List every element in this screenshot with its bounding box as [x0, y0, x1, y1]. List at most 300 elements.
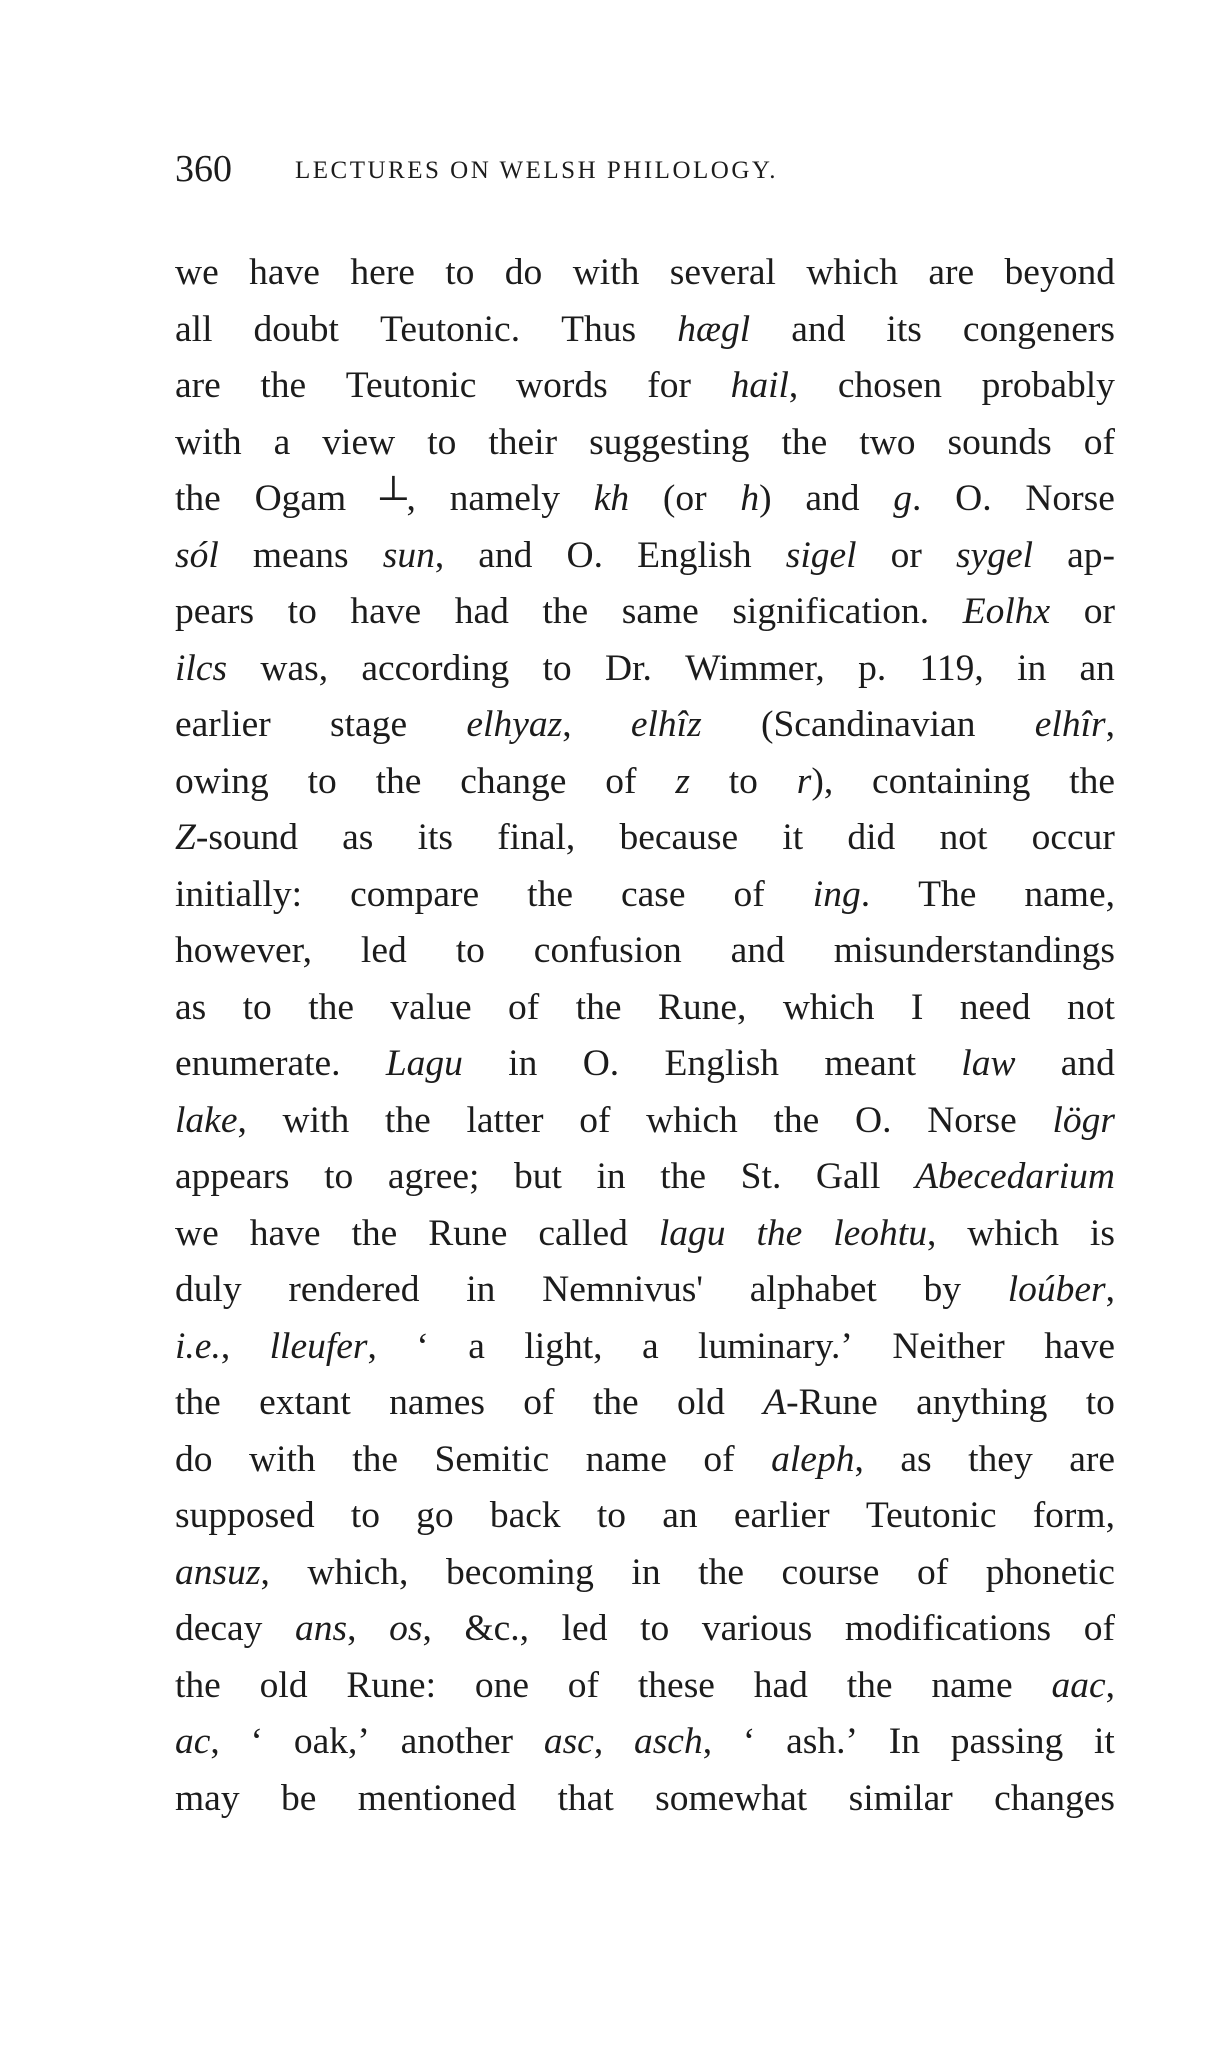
- italic-text: ansuz: [175, 1551, 261, 1593]
- word: [1084, 415, 1115, 472]
- roman-text: which: [806, 252, 898, 293]
- word: [956, 528, 1033, 585]
- roman-text: the: [542, 591, 589, 632]
- roman-text: and: [478, 534, 533, 576]
- word: [621, 867, 686, 924]
- word: [658, 980, 747, 1037]
- word: [464, 1601, 529, 1658]
- roman-text: however,: [175, 930, 312, 971]
- word: [931, 1658, 1012, 1715]
- word: [274, 415, 291, 472]
- word: [703, 1432, 734, 1489]
- word: [1084, 584, 1115, 641]
- word: [847, 810, 895, 867]
- text-line: [175, 1036, 1115, 1093]
- roman-text: confusion: [533, 930, 682, 971]
- italic-text: hail: [730, 365, 789, 406]
- roman-text: Norse: [927, 1099, 1017, 1141]
- roman-text: to: [242, 986, 272, 1028]
- word: [389, 1601, 432, 1658]
- roman-text: ‘: [742, 1721, 756, 1762]
- roman-text: here: [350, 252, 415, 293]
- roman-text: in: [508, 1043, 538, 1084]
- roman-text: because: [619, 817, 739, 858]
- word: [542, 584, 588, 641]
- text-line: [175, 810, 1115, 867]
- word: [380, 471, 416, 528]
- word: [1008, 1262, 1115, 1319]
- roman-text: its: [886, 308, 922, 350]
- word: [886, 302, 921, 359]
- word: [288, 1262, 419, 1319]
- word: [597, 1149, 626, 1206]
- word: [386, 1036, 463, 1093]
- word: [845, 1601, 1051, 1658]
- text-line: [175, 1714, 1115, 1771]
- roman-text: somewhat: [655, 1777, 808, 1819]
- roman-text: the: [1069, 760, 1115, 802]
- roman-text: which: [782, 986, 875, 1028]
- roman-text: of: [579, 1099, 611, 1141]
- word: [308, 980, 354, 1037]
- roman-text: ,: [1105, 704, 1115, 745]
- roman-text: two: [859, 421, 916, 463]
- word: [330, 697, 407, 754]
- roman-text: stage: [330, 704, 408, 745]
- word: [960, 980, 1031, 1037]
- roman-text: of: [605, 760, 637, 802]
- word: [849, 1771, 953, 1828]
- word: [1052, 1093, 1115, 1150]
- word: [389, 1375, 485, 1432]
- roman-text: not: [939, 817, 988, 858]
- roman-text: do: [504, 252, 543, 293]
- roman-text: St.: [740, 1156, 782, 1197]
- roman-text: ,: [210, 1721, 220, 1762]
- word: [446, 1545, 594, 1602]
- roman-text: means: [252, 534, 349, 576]
- word: [951, 1714, 1064, 1771]
- roman-text: sounds: [947, 421, 1052, 463]
- roman-text: the: [698, 1551, 744, 1593]
- roman-text: the: [175, 1664, 221, 1706]
- word: [1084, 1601, 1115, 1658]
- word: [475, 1658, 529, 1715]
- word: [561, 302, 636, 359]
- roman-text: duly: [175, 1269, 242, 1310]
- word: [497, 810, 575, 867]
- roman-text: initially:: [175, 873, 303, 915]
- roman-text: Teutonic: [345, 365, 477, 406]
- italic-text: the: [756, 1212, 803, 1254]
- word: [920, 641, 984, 698]
- word: [175, 1149, 290, 1206]
- word: [756, 1206, 802, 1263]
- word: [781, 415, 827, 472]
- roman-text: ,: [347, 1608, 357, 1649]
- word: [677, 302, 750, 359]
- word: [175, 302, 212, 359]
- word: [986, 1545, 1115, 1602]
- word: [761, 697, 976, 754]
- roman-text: phonetic: [985, 1551, 1115, 1593]
- word: [928, 245, 974, 302]
- word: [576, 980, 622, 1037]
- word: [428, 1206, 507, 1263]
- word: [490, 1488, 561, 1545]
- roman-text: several: [669, 252, 776, 293]
- italic-text: lagu: [658, 1212, 726, 1254]
- word: [350, 584, 421, 641]
- word: [698, 1319, 853, 1376]
- word: [594, 471, 629, 528]
- word: [637, 528, 752, 585]
- word: [731, 923, 785, 980]
- word: [664, 1036, 779, 1093]
- word: [948, 415, 1052, 472]
- roman-text: of: [1083, 421, 1115, 463]
- roman-text: but: [514, 1156, 562, 1197]
- roman-text: we: [175, 252, 219, 293]
- roman-text: to: [427, 421, 457, 463]
- word: [740, 471, 771, 528]
- word: [342, 810, 373, 867]
- roman-text: an: [662, 1495, 698, 1536]
- word: [175, 1432, 213, 1489]
- roman-text: &c.,: [464, 1608, 530, 1649]
- word: [350, 245, 415, 302]
- word: [638, 1658, 715, 1715]
- word: [955, 471, 991, 528]
- word: [568, 1658, 599, 1715]
- word: [324, 1149, 353, 1206]
- roman-text: occur: [1031, 817, 1115, 858]
- roman-text: alphabet: [749, 1269, 877, 1310]
- text-line: [175, 1262, 1115, 1319]
- roman-text: meant: [824, 1043, 916, 1084]
- word: [1005, 245, 1115, 302]
- roman-text: called: [538, 1212, 628, 1254]
- word: [249, 1432, 316, 1489]
- roman-text: the: [175, 1382, 221, 1423]
- word: [260, 358, 306, 415]
- roman-text: (Scandinavian: [760, 704, 976, 745]
- roman-text: an: [1079, 647, 1115, 689]
- roman-text: they: [968, 1438, 1033, 1480]
- word: [1017, 641, 1046, 698]
- italic-text: Abecedarium: [915, 1156, 1115, 1197]
- word: [543, 641, 572, 698]
- roman-text: which,: [307, 1551, 409, 1593]
- word: [858, 641, 886, 698]
- word: [900, 1432, 931, 1489]
- word: [175, 1545, 270, 1602]
- italic-text: asc: [543, 1721, 594, 1762]
- italic-text: Lagu: [385, 1043, 463, 1084]
- roman-text: probably: [981, 365, 1115, 406]
- text-line: [175, 302, 1115, 359]
- word: [253, 528, 349, 585]
- word: [567, 528, 603, 585]
- roman-text: ,: [367, 1325, 377, 1367]
- roman-text: -Rune: [786, 1382, 878, 1423]
- roman-text: have: [249, 252, 320, 293]
- roman-text: with: [175, 421, 242, 463]
- roman-text: are: [1069, 1438, 1115, 1480]
- italic-text: hægl: [677, 308, 751, 350]
- word: [249, 245, 320, 302]
- roman-text: light,: [524, 1325, 603, 1367]
- word: [175, 415, 242, 472]
- word: [1090, 1206, 1115, 1263]
- word: [782, 810, 803, 867]
- roman-text: need: [959, 986, 1031, 1028]
- roman-text: to: [1085, 1382, 1115, 1423]
- word: [1067, 980, 1115, 1037]
- roman-text: Nemnivus': [542, 1269, 704, 1310]
- roman-text: their: [488, 421, 558, 463]
- word: [963, 584, 1050, 641]
- word: [361, 641, 509, 698]
- roman-text: back: [489, 1495, 561, 1536]
- word: [1069, 1432, 1115, 1489]
- word: [646, 1093, 738, 1150]
- word: [488, 415, 557, 472]
- word: [416, 1319, 429, 1376]
- roman-text: signification.: [732, 591, 930, 632]
- word: [833, 1206, 936, 1263]
- word: [892, 1319, 1004, 1376]
- text-line: [175, 1432, 1115, 1489]
- italic-text: sun: [382, 534, 435, 576]
- roman-text: Teutonic.: [380, 308, 521, 350]
- roman-text: to: [542, 647, 572, 689]
- roman-text: in: [631, 1551, 661, 1593]
- roman-text: was,: [260, 647, 329, 689]
- roman-text: the: [351, 1212, 398, 1254]
- roman-text: Teutonic: [865, 1495, 997, 1536]
- word: [351, 1488, 380, 1545]
- word: [698, 1545, 744, 1602]
- word: [923, 1262, 961, 1319]
- roman-text: ,: [593, 1721, 604, 1762]
- word: [505, 245, 543, 302]
- word: [361, 923, 407, 980]
- text-line: [175, 1601, 1115, 1658]
- roman-text: to: [596, 1495, 627, 1536]
- word: [1061, 1036, 1115, 1093]
- roman-text: oak,’: [293, 1721, 370, 1762]
- roman-text: the: [308, 986, 355, 1028]
- roman-text: a: [273, 421, 291, 463]
- word: [351, 1206, 397, 1263]
- word: [175, 528, 219, 585]
- roman-text: Neither: [892, 1325, 1005, 1367]
- word: [940, 810, 988, 867]
- roman-text: anything: [916, 1382, 1048, 1423]
- word: [542, 1262, 703, 1319]
- roman-text: have: [350, 591, 422, 632]
- roman-text: extant: [259, 1382, 351, 1423]
- word: [640, 1601, 669, 1658]
- roman-text: in: [466, 1269, 496, 1310]
- word: [456, 923, 485, 980]
- roman-text: latter: [466, 1099, 544, 1141]
- word: [834, 923, 1115, 980]
- text-line: [175, 867, 1115, 924]
- roman-text: another: [400, 1721, 514, 1762]
- italic-text: law: [961, 1043, 1016, 1084]
- italic-text: loúber: [1007, 1269, 1106, 1310]
- word: [586, 1432, 667, 1489]
- word: [597, 1488, 626, 1545]
- italic-text: Z: [175, 817, 196, 858]
- word: [791, 302, 845, 359]
- word: [250, 1206, 321, 1263]
- word: [968, 1432, 1033, 1489]
- word: [175, 1093, 247, 1150]
- word: [527, 867, 573, 924]
- roman-text: Thus: [561, 308, 637, 350]
- roman-text: to: [445, 252, 475, 293]
- roman-text: (or: [662, 478, 707, 519]
- word: [390, 980, 471, 1037]
- roman-text: had: [753, 1664, 808, 1706]
- roman-text: it: [782, 817, 804, 858]
- roman-text: luminary.’: [698, 1325, 853, 1367]
- roman-text: in: [1017, 647, 1047, 689]
- roman-text: ,: [220, 1325, 231, 1367]
- roman-text: to: [287, 591, 317, 632]
- roman-text: may: [175, 1777, 240, 1819]
- word: [961, 1036, 1015, 1093]
- word: [859, 415, 915, 472]
- roman-text: be: [280, 1777, 317, 1819]
- word: [816, 1149, 881, 1206]
- word: [743, 1714, 756, 1771]
- roman-text: rendered: [288, 1269, 420, 1310]
- word: [401, 1714, 513, 1771]
- roman-text: final,: [497, 817, 576, 858]
- word: [782, 1545, 880, 1602]
- roman-text: Dr.: [604, 647, 652, 689]
- roman-text: ,: [434, 534, 445, 576]
- word: [1032, 810, 1115, 867]
- roman-text: case: [621, 873, 686, 915]
- roman-text: ): [759, 478, 772, 519]
- word: [786, 1714, 858, 1771]
- roman-text: course: [781, 1551, 880, 1593]
- roman-text: the: [773, 1099, 820, 1141]
- word: [1044, 1319, 1115, 1376]
- italic-text: ilcs: [175, 647, 228, 689]
- word: [376, 754, 422, 811]
- roman-text: ,: [237, 1099, 247, 1141]
- roman-text: old: [259, 1664, 308, 1706]
- roman-text: to: [350, 1495, 380, 1536]
- roman-text: are: [175, 365, 221, 406]
- word: [754, 1658, 808, 1715]
- roman-text: to: [307, 760, 337, 802]
- italic-text: os: [389, 1608, 423, 1649]
- word: [855, 1093, 891, 1150]
- word: [750, 1262, 877, 1319]
- italic-text: g: [893, 478, 912, 519]
- word: [702, 1601, 812, 1658]
- word: [508, 980, 539, 1037]
- word: [573, 245, 640, 302]
- word: [307, 1545, 408, 1602]
- roman-text: had: [454, 591, 509, 632]
- word: [538, 1206, 628, 1263]
- roman-text: Ogam: [254, 478, 347, 519]
- word: [534, 923, 682, 980]
- roman-text: a: [641, 1325, 659, 1367]
- word: [175, 584, 254, 641]
- word: [660, 1149, 706, 1206]
- roman-text: doubt: [253, 308, 339, 350]
- word: [175, 1036, 341, 1093]
- word: [175, 923, 312, 980]
- roman-text: Rune,: [657, 986, 747, 1028]
- roman-text: the: [260, 365, 307, 406]
- roman-text: ‘: [416, 1325, 429, 1367]
- word: [916, 1375, 1047, 1432]
- roman-text: compare: [350, 873, 480, 915]
- text-line: [175, 641, 1115, 698]
- roman-text: which: [646, 1099, 738, 1141]
- word: [450, 471, 560, 528]
- running-title: LECTURES ON WELSH PHILOLOGY.: [295, 157, 778, 184]
- text-line: [175, 584, 1115, 641]
- roman-text: for: [647, 365, 691, 406]
- italic-text: leohtu: [833, 1212, 927, 1254]
- word: [466, 1093, 543, 1150]
- page-header: [175, 146, 1115, 192]
- word: [350, 867, 479, 924]
- roman-text: the: [592, 1382, 639, 1423]
- roman-text: ,: [422, 1608, 432, 1649]
- italic-text: sól: [175, 534, 219, 576]
- word: [677, 1375, 725, 1432]
- word: [1069, 754, 1115, 811]
- word: [260, 641, 328, 698]
- body-text: [175, 245, 1115, 1827]
- word: [516, 358, 608, 415]
- word: [322, 415, 395, 472]
- word: [175, 1319, 230, 1376]
- roman-text: 119,: [919, 647, 984, 689]
- word: [662, 1488, 697, 1545]
- word: [685, 641, 825, 698]
- word: [175, 1658, 221, 1715]
- roman-text: with: [249, 1438, 316, 1480]
- roman-text: similar: [848, 1777, 953, 1819]
- word: [741, 1149, 782, 1206]
- roman-text: beyond: [1004, 252, 1115, 293]
- roman-text: ap-: [1067, 534, 1115, 576]
- roman-text: Semitic: [434, 1438, 550, 1480]
- word: [294, 1714, 370, 1771]
- word: [918, 867, 976, 924]
- roman-text: .: [860, 873, 871, 915]
- word: [891, 528, 922, 585]
- word: [911, 980, 924, 1037]
- roman-text: according: [361, 647, 510, 689]
- word: [175, 754, 269, 811]
- text-line: [175, 1545, 1115, 1602]
- italic-text: aleph: [771, 1438, 855, 1480]
